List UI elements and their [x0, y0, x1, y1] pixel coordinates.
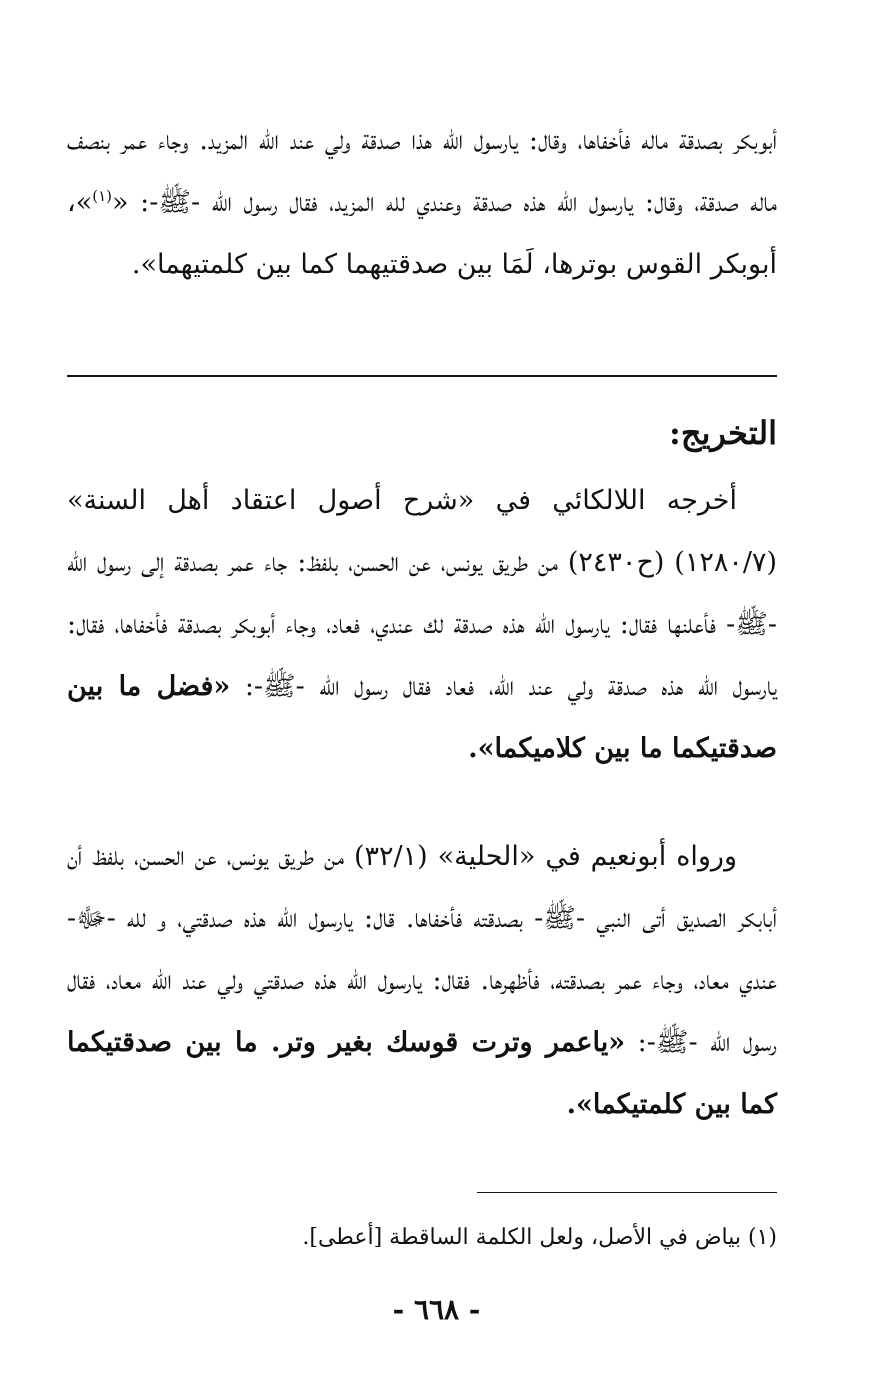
page-number: - ٦٦٨ - [392, 1293, 481, 1326]
hadith-quote: «فضل ما بين صدقتيكما ما بين كلاميكما». [67, 671, 777, 764]
text-line: أبوبكر بصدقة ماله فأخفاها، وقال: يارسول اللّه هذا صدقة ولي [324, 125, 778, 156]
text-line: »، [67, 187, 93, 218]
paragraph-text: أخرجه اللالكائي في «شرح أصول اعتقاد أهل السنة» (١٢٨٠/٧) (ح٢٤٣٠) من طريق يونس، عن الحسن، بلفظ: جاء عمر بصدقة إلى رسول اللّه -ﷺ- فأعلنها فقال: يارسول اللّه هذه صدقة لك عندي، فعاد، وجاء أبوبكر بصدقة فأخفاها، فقال: يارسول اللّه هذه صدقة ولي عند اللّه، فعاد فقال رسول اللّه -ﷺ-: [67, 485, 777, 702]
footnote-reference[interactable]: (١) [92, 187, 113, 205]
section-heading: التخريج: [669, 414, 777, 452]
footnote-divider [477, 1192, 777, 1193]
text-line: هذه صدقة وعندي لله المزيد، فقال رسول اللّه -ﷺ-: « [112, 187, 546, 218]
continued-text-block [67, 110, 777, 296]
footnote: (١) بياض في الأصل، ولعل الكلمة الساقطة [أعطى]. [302, 1225, 777, 1250]
section-divider [67, 375, 777, 377]
text-line: عند اللّه المزيد. وجاء عمر بنصف ماله صدقة، وقال: يارسول اللّه [67, 125, 778, 218]
paragraph-text: ورواه أبونعيم في «الحلية» (٣٢/١) من طريق يونس، عن الحسن، بلفظ أن أبابكر الصديق أتى النبي -ﷺ- بصدقته فأخفاها. قال: يارسول اللّه هذه صدقتي، و لله -ﷻ- عندي معاد، وجاء عمر بصدقته، فأظهرها. فقال: يارسول اللّه هذه صدقتي ولي عند اللّه معاد، فقال رسول اللّه -ﷺ-: [67, 841, 777, 1058]
hadith-quote: «ياعمر وترت قوسك بغير وتر. ما بين صدقتيكما كما بين كلمتيكما». [67, 1027, 777, 1120]
takhrij-paragraph-1 [67, 470, 777, 780]
takhrij-paragraph-2 [67, 826, 777, 1136]
text-line: أبوبكر القوس بوترها، لَمَا بين صدقتيهما كما بين كلمتيهما». [131, 249, 777, 280]
